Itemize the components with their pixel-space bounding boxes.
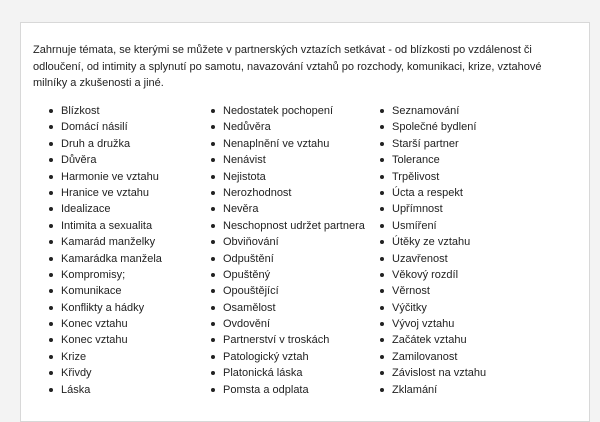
topic-label: Komunikace xyxy=(61,285,122,298)
topic-label: Uzavřenost xyxy=(392,252,448,265)
topic-label: Konec vztahu xyxy=(61,334,128,347)
bullet-icon xyxy=(49,224,53,228)
bullet-icon xyxy=(49,338,53,342)
topic-label: Nenaplnění ve vztahu xyxy=(223,137,330,150)
topic-label: Zklamání xyxy=(392,383,438,396)
bullet-icon xyxy=(49,273,53,277)
topic-label: Kamarád manželky xyxy=(61,236,156,249)
topic-label: Společné bydlení xyxy=(392,121,477,134)
topic-label: Idealizace xyxy=(61,203,111,216)
bullet-icon xyxy=(49,240,53,244)
topic-label: Obviňování xyxy=(223,236,279,249)
topic-list-item xyxy=(49,201,162,217)
topic-list-item xyxy=(211,169,365,185)
bullet-icon xyxy=(49,142,53,146)
topic-list-item xyxy=(211,316,365,332)
topic-label: Začátek vztahu xyxy=(392,334,467,347)
topic-list-item xyxy=(49,119,162,135)
topic-list-item xyxy=(49,251,162,267)
bullet-icon xyxy=(211,289,215,293)
bullet-icon xyxy=(49,191,53,195)
topic-label: Nerozhodnost xyxy=(223,186,292,199)
topic-label: Kamarádka manžela xyxy=(61,252,162,265)
bullet-icon xyxy=(49,306,53,310)
topic-label: Pomsta a odplata xyxy=(223,383,309,396)
bullet-icon xyxy=(211,257,215,261)
topic-label: Vývoj vztahu xyxy=(392,318,455,331)
topic-label: Konflikty a hádky xyxy=(61,301,145,314)
topic-label: Věrnost xyxy=(392,285,430,298)
topic-list-item xyxy=(49,136,162,152)
bullet-icon xyxy=(211,240,215,244)
bullet-icon xyxy=(380,109,384,113)
bullet-icon xyxy=(211,371,215,375)
topic-list-item xyxy=(380,201,486,217)
bullet-icon xyxy=(211,355,215,359)
bullet-icon xyxy=(380,191,384,195)
topic-list-item xyxy=(380,169,486,185)
bullet-icon xyxy=(380,355,384,359)
topic-label: Věkový rozdíl xyxy=(392,268,459,281)
topic-list-item xyxy=(380,103,486,119)
topic-label: Seznamování xyxy=(392,105,460,117)
topic-label: Nedůvěra xyxy=(223,121,271,134)
topic-list-item xyxy=(380,234,486,250)
bullet-icon xyxy=(380,388,384,392)
topic-list-item xyxy=(49,152,162,168)
bullet-icon xyxy=(380,289,384,293)
topic-list-item xyxy=(380,300,486,316)
topic-list-item xyxy=(211,234,365,250)
topic-list-item xyxy=(211,251,365,267)
bullet-icon xyxy=(211,142,215,146)
topic-list-item xyxy=(211,136,365,152)
topic-label: Tolerance xyxy=(392,154,440,167)
topic-list-item xyxy=(211,365,365,381)
topic-label: Upřímnost xyxy=(392,203,443,216)
topic-list-item xyxy=(380,251,486,267)
bullet-icon xyxy=(49,109,53,113)
topic-label: Odpuštění xyxy=(223,252,274,265)
topic-label: Osamělost xyxy=(223,301,276,314)
intro-text: Zahrnuje témata, se kterými se můžete v partnerských vztazích setkávat - od blízkosti po vzdálenost či odloučení, od intimity a splynutí po samotu, navazování vztahů po rozchody, komunikaci, krize, vztahové milníky a zkušenosti a jiné. xyxy=(33,44,542,89)
topic-label: Platonická láska xyxy=(223,367,303,380)
bullet-icon xyxy=(49,388,53,392)
topic-label: Závislost na vztahu xyxy=(392,367,487,380)
topic-label: Blízkost xyxy=(61,105,100,117)
topic-label: Důvěra xyxy=(61,154,97,167)
topic-label: Láska xyxy=(61,383,91,396)
topic-list-item xyxy=(211,283,365,299)
topic-list-item xyxy=(211,119,365,135)
topic-label: Úcta a respekt xyxy=(392,186,463,199)
topic-columns xyxy=(33,103,583,422)
bullet-icon xyxy=(380,142,384,146)
bullet-icon xyxy=(380,207,384,211)
topic-label: Útěky ze vztahu xyxy=(392,236,471,249)
topic-label: Ovdovění xyxy=(223,318,271,331)
topic-list-item xyxy=(380,349,486,365)
bullet-icon xyxy=(380,240,384,244)
topic-list-item xyxy=(211,332,365,348)
topic-label: Neschopnost udržet partnera xyxy=(223,219,365,232)
bullet-icon xyxy=(49,322,53,326)
topic-list-item xyxy=(49,267,162,283)
topic-label: Nedostatek pochopení xyxy=(223,105,334,117)
bullet-icon xyxy=(211,322,215,326)
topic-list-item xyxy=(211,349,365,365)
bullet-icon xyxy=(49,125,53,129)
bullet-icon xyxy=(211,191,215,195)
topic-card xyxy=(20,22,590,422)
topic-list-item xyxy=(211,267,365,283)
topic-label: Druh a družka xyxy=(61,137,131,150)
topic-list-item xyxy=(380,267,486,283)
topic-list-item xyxy=(49,316,162,332)
bullet-icon xyxy=(49,355,53,359)
topic-list-item xyxy=(211,152,365,168)
topic-list-item xyxy=(49,382,162,398)
bullet-icon xyxy=(380,257,384,261)
topic-list-item xyxy=(380,218,486,234)
topic-list-item xyxy=(211,185,365,201)
bullet-icon xyxy=(380,306,384,310)
topic-label: Výčitky xyxy=(392,301,427,314)
topic-list-item xyxy=(49,283,162,299)
bullet-icon xyxy=(380,175,384,179)
bullet-icon xyxy=(211,306,215,310)
topic-list-item xyxy=(49,300,162,316)
topic-list-column-3 xyxy=(380,103,486,398)
bullet-icon xyxy=(211,388,215,392)
bullet-icon xyxy=(211,338,215,342)
topic-list-item xyxy=(49,332,162,348)
bullet-icon xyxy=(380,224,384,228)
bullet-icon xyxy=(380,322,384,326)
bullet-icon xyxy=(380,273,384,277)
topic-label: Partnerství v troskách xyxy=(223,334,330,347)
topic-list-item xyxy=(49,234,162,250)
bullet-icon xyxy=(49,289,53,293)
topic-label: Nejistota xyxy=(223,170,266,183)
topic-list-item xyxy=(380,136,486,152)
topic-label: Harmonie ve vztahu xyxy=(61,170,159,183)
bullet-icon xyxy=(211,175,215,179)
bullet-icon xyxy=(49,207,53,211)
topic-list-item xyxy=(211,300,365,316)
bullet-icon xyxy=(380,371,384,375)
topic-list-item xyxy=(380,316,486,332)
bullet-icon xyxy=(49,371,53,375)
topic-label: Opouštějící xyxy=(223,285,279,298)
bullet-icon xyxy=(211,207,215,211)
bullet-icon xyxy=(49,175,53,179)
topic-list-item xyxy=(49,103,162,119)
bullet-icon xyxy=(380,125,384,129)
topic-list-item xyxy=(49,218,162,234)
topic-list-item xyxy=(380,332,486,348)
topic-label: Trpělivost xyxy=(392,170,440,183)
bullet-icon xyxy=(380,158,384,162)
topic-label: Patologický vztah xyxy=(223,350,309,363)
topic-label: Starší partner xyxy=(392,137,459,150)
topic-list-column-1 xyxy=(49,103,162,398)
topic-list-item xyxy=(211,103,365,119)
topic-label: Nenávist xyxy=(223,154,266,167)
topic-list-item xyxy=(211,218,365,234)
topic-label: Domácí násilí xyxy=(61,121,128,134)
bullet-icon xyxy=(49,158,53,162)
topic-list-item xyxy=(380,365,486,381)
topic-label: Intimita a sexualita xyxy=(61,219,153,232)
topic-label: Hranice ve vztahu xyxy=(61,186,150,199)
topic-list-column-2 xyxy=(211,103,365,398)
topic-list-item xyxy=(380,382,486,398)
topic-list-item xyxy=(49,365,162,381)
bullet-icon xyxy=(380,338,384,342)
topic-label: Krize xyxy=(61,350,87,363)
topic-list-item xyxy=(49,349,162,365)
topic-label: Kompromisy; xyxy=(61,268,126,281)
topic-label: Nevěra xyxy=(223,203,259,216)
topic-label: Zamilovanost xyxy=(392,350,458,363)
topic-list-item xyxy=(49,169,162,185)
topic-label: Křivdy xyxy=(61,367,92,380)
topic-list-item xyxy=(49,185,162,201)
topic-label: Konec vztahu xyxy=(61,318,128,331)
topic-label: Usmíření xyxy=(392,219,437,232)
bullet-icon xyxy=(211,158,215,162)
topic-list-item xyxy=(380,152,486,168)
topic-list-item xyxy=(211,201,365,217)
bullet-icon xyxy=(49,257,53,261)
topic-list-item xyxy=(211,382,365,398)
topic-label: Opuštěný xyxy=(223,268,271,281)
bullet-icon xyxy=(211,125,215,129)
bullet-icon xyxy=(211,109,215,113)
bullet-icon xyxy=(211,224,215,228)
bullet-icon xyxy=(211,273,215,277)
topic-list-item xyxy=(380,119,486,135)
topic-list-item xyxy=(380,283,486,299)
topic-list-item xyxy=(380,185,486,201)
